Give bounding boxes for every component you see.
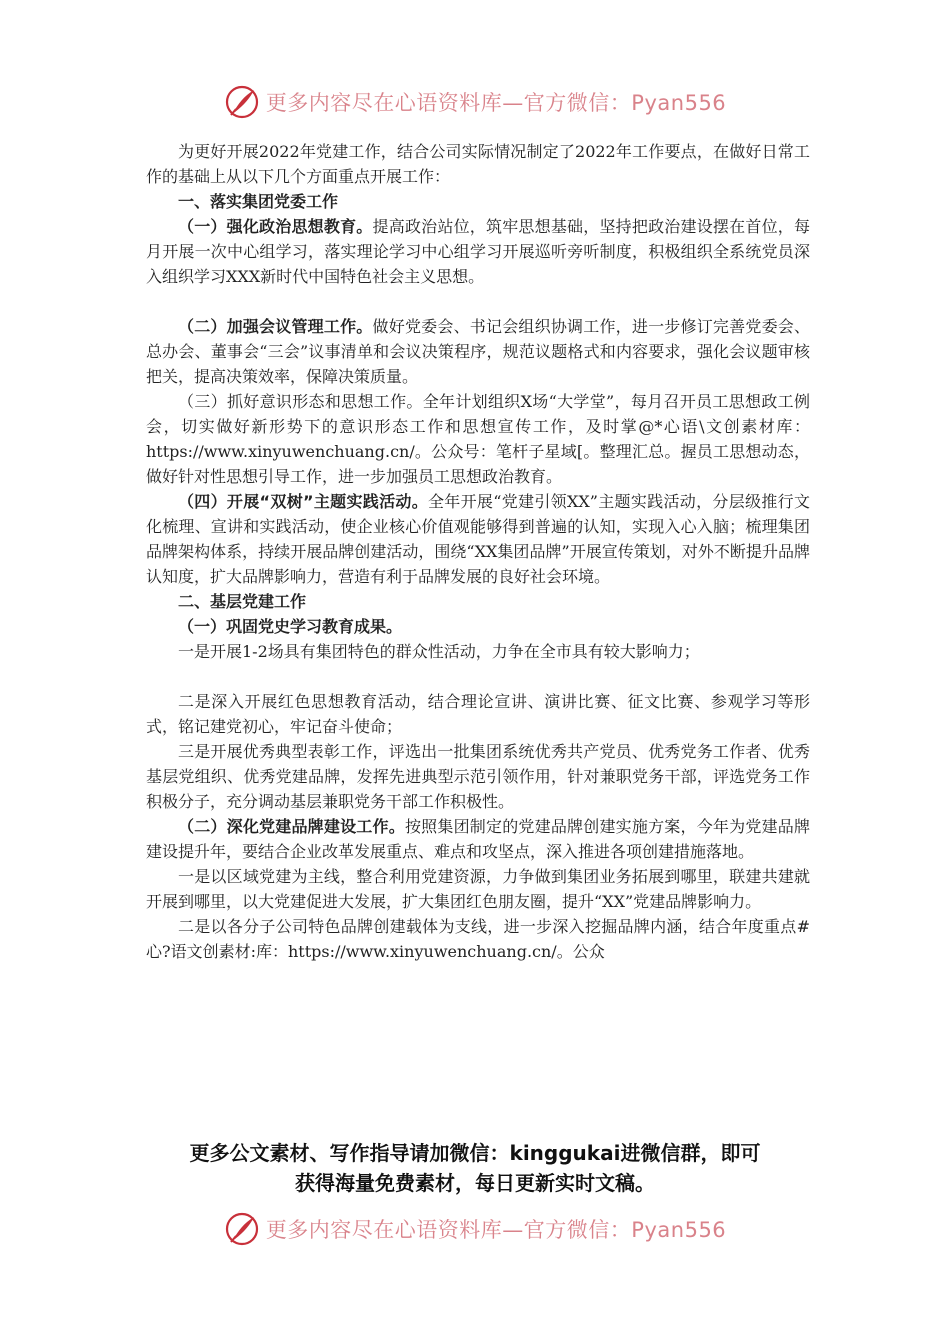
promo-line: 获得海量免费素材，每日更新实时文稿。 bbox=[295, 1171, 655, 1195]
banner-text: 更多内容尽在心语资料库—官方微信：Pyan556 bbox=[265, 1218, 727, 1242]
paragraph-text: 提高政治站位，筑牢思想基础，坚持把政治建设摆在首位，每月开展一次中心组学习，落实理论学习中心组学习开展巡听旁听制度，积极组织全系统党员深入组织学习XXX新时代中国特色社会主义思想。 bbox=[146, 217, 810, 286]
subheading: （四）开展“双树”主题实践活动。 bbox=[178, 492, 428, 511]
paragraph bbox=[146, 314, 810, 389]
intro-paragraph: 为更好开展2022年党建工作，结合公司实际情况制定了2022年工作要点，在做好日常工作的基础上从以下几个方面重点开展工作： bbox=[146, 142, 810, 186]
paragraph: 三是开展优秀典型表彰工作，评选出一批集团系统优秀共产党员、优秀党务工作者、优秀基层党组织、优秀党建品牌，发挥先进典型示范引领作用，针对兼职党务干部，评选党务工作积极分子，充分调动基层兼职党务干部工作积极性。 bbox=[146, 742, 810, 811]
document-body bbox=[146, 139, 810, 964]
promo-notice bbox=[0, 1138, 950, 1198]
paragraph-text: 做好党委会、书记会组织协调工作，进一步修订完善党委会、总办会、董事会“三会”议事清单和会议决策程序，规范议题格式和内容要求，强化会议题审核把关，提高决策效率，保障决策质量。 bbox=[146, 317, 810, 386]
paragraph-text: 按照集团制定的党建品牌创建实施方案，今年为党建品牌建设提升年，要结合企业改革发展重点、难点和攻坚点，深入推进各项创建措施落地。 bbox=[146, 817, 810, 861]
paragraph bbox=[146, 214, 810, 289]
bottom-banner bbox=[0, 1209, 950, 1249]
paragraph: 一是开展1-2场具有集团特色的群众性活动，力争在全市具有较大影响力； bbox=[178, 642, 700, 661]
paragraph bbox=[146, 814, 810, 864]
quill-logo-icon bbox=[224, 84, 260, 120]
paragraph: 一是以区域党建为主线，整合利用党建资源，力争做到集团业务拓展到哪里，联建共建就开展到哪里，以大党建促进大发展，扩大集团红色朋友圈，提升“XX”党建品牌影响力。 bbox=[146, 867, 810, 911]
section-heading: 二、基层党建工作 bbox=[178, 592, 307, 611]
paragraph: （三）抓好意识形态和思想工作。全年计划组织X场“大学堂”，每月召开员工思想政工例会，切实做好新形势下的意识形态工作和思想宣传工作，及时掌@*心语\文创素材库：https://www.xinyuwenchuang.cn/。公众号：笔杆子星域[。整理汇总。握员工思想动态，做好针对性思想引导工作，进一步加强员工思想政治教育。 bbox=[146, 392, 810, 486]
paragraph: 二是深入开展红色思想教育活动，结合理论宣讲、演讲比赛、征文比赛、参观学习等形式，铭记建党初心，牢记奋斗使命； bbox=[146, 692, 810, 736]
quill-logo-icon bbox=[224, 1211, 260, 1247]
paragraph bbox=[146, 489, 810, 589]
subheading: （一）强化政治思想教育。 bbox=[178, 217, 373, 236]
top-banner bbox=[0, 82, 950, 122]
subheading: （二）加强会议管理工作。 bbox=[178, 317, 373, 336]
subheading: （二）深化党建品牌建设工作。 bbox=[178, 817, 405, 836]
paragraph-text: 全年开展“党建引领XX”主题实践活动，分层级推行文化梳理、宣讲和实践活动，使企业核心价值观能够得到普遍的认知，实现入心入脑；梳理集团品牌架构体系，持续开展品牌创建活动，围绕“XX集团品牌”开展宣传策划，对外不断提升品牌认知度，扩大品牌影响力，营造有利于品牌发展的良好社会环境。 bbox=[146, 492, 810, 586]
paragraph: 二是以各分子公司特色品牌创建载体为支线，进一步深入挖掘品牌内涵，结合年度重点#心?语文创素材:库：https://www.xinyuwenchuang.cn/。公众 bbox=[146, 917, 810, 961]
subsection-heading: （一）巩固党史学习教育成果。 bbox=[178, 617, 403, 636]
promo-line: 更多公文素材、写作指导请加微信：kinggukai进微信群，即可 bbox=[189, 1141, 761, 1165]
banner-text: 更多内容尽在心语资料库—官方微信：Pyan556 bbox=[265, 91, 727, 115]
section-heading: 一、落实集团党委工作 bbox=[178, 192, 339, 211]
